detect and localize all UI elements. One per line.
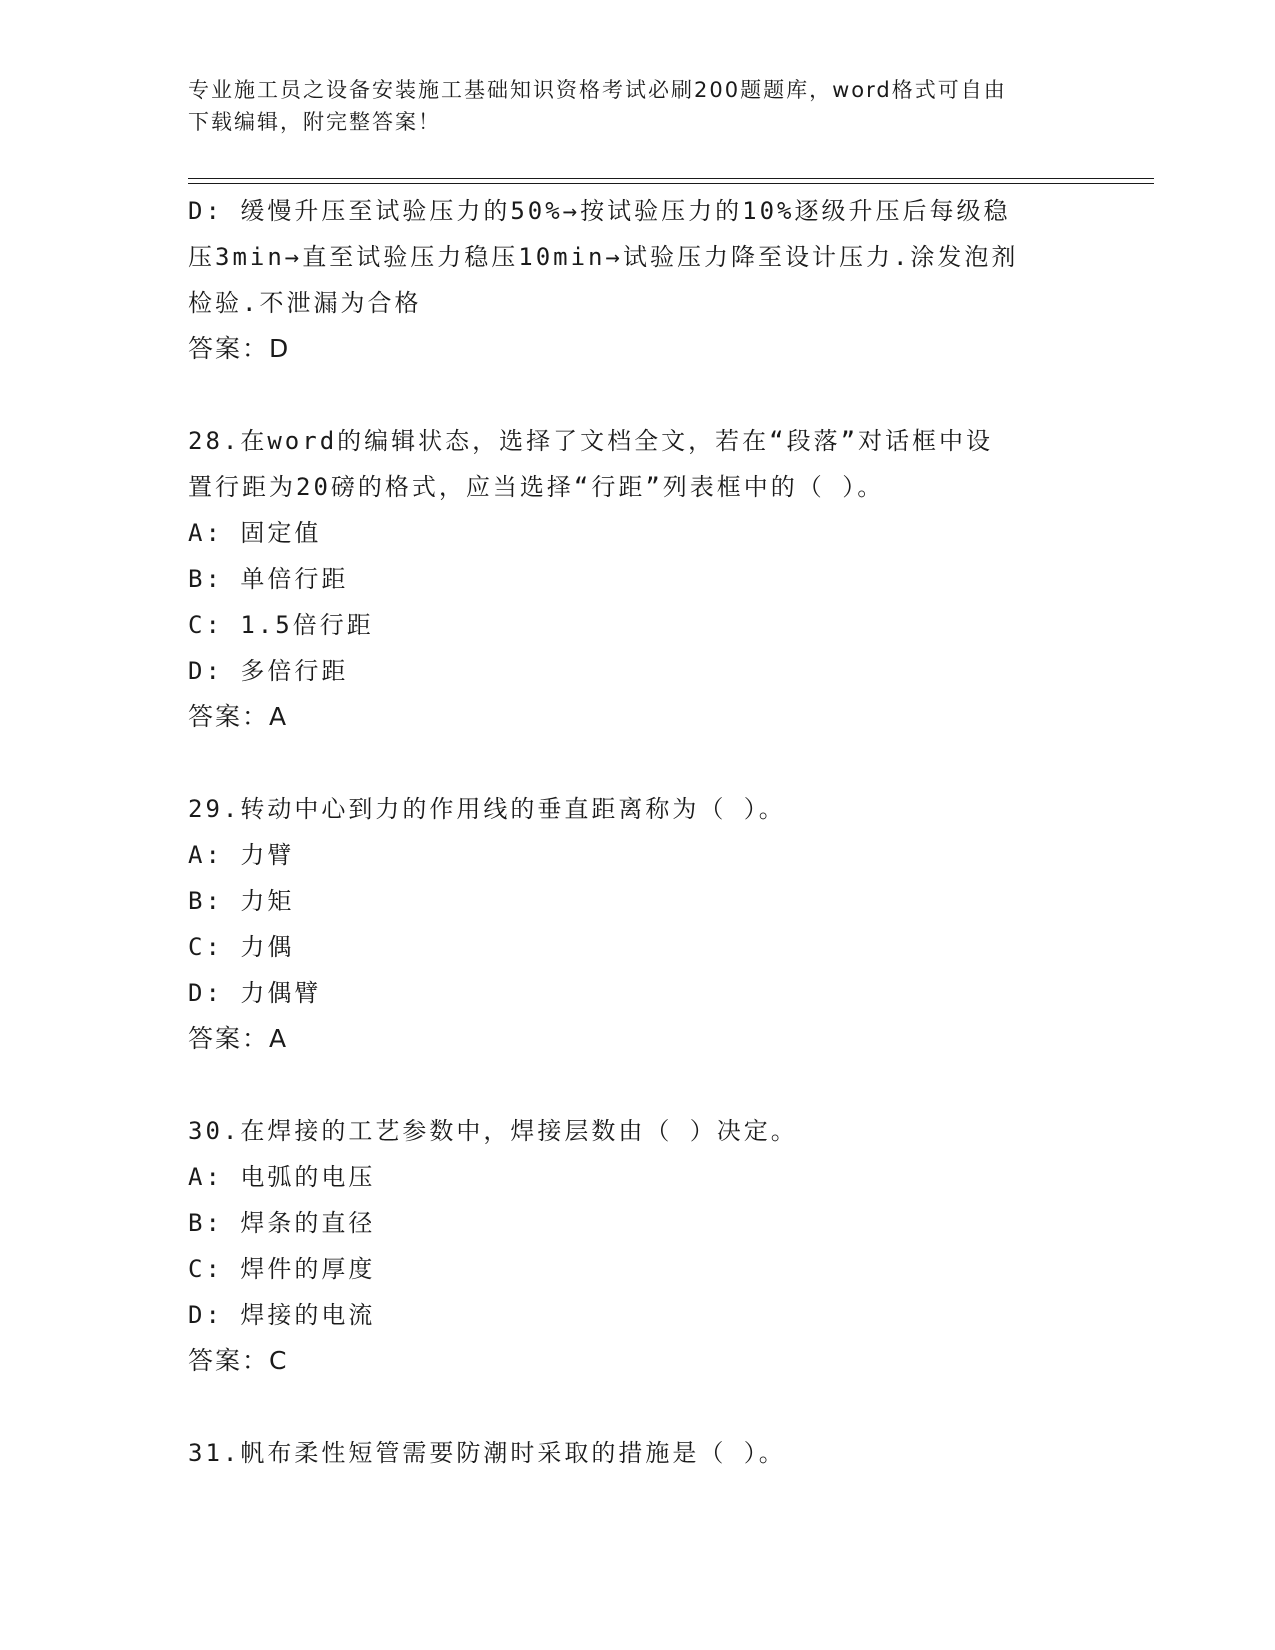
option-a: A: 固定值 bbox=[188, 519, 322, 547]
question-stem: 31.帆布柔性短管需要防潮时采取的措施是（ ）。 bbox=[188, 1439, 786, 1467]
question-29 bbox=[188, 786, 1088, 1062]
answer-line: 答案：A bbox=[188, 1024, 289, 1053]
question-stem-line-1: 28.在word的编辑状态，选择了文档全文，若在“段落”对话框中设 bbox=[188, 427, 994, 455]
header-divider-bottom bbox=[188, 183, 1154, 184]
option-d-line-2: 压3min→直至试验压力稳压10min→试验压力降至设计压力.涂发泡剂 bbox=[188, 243, 1019, 271]
option-d-line-3: 检验.不泄漏为合格 bbox=[188, 289, 422, 317]
header-title-line-1: 专业施工员之设备安装施工基础知识资格考试必刷200题题库，word格式可自由 bbox=[188, 78, 1007, 102]
option-c: C: 焊件的厚度 bbox=[188, 1255, 376, 1283]
option-d: D: 力偶臂 bbox=[188, 979, 322, 1007]
document-header bbox=[188, 74, 1068, 138]
question-31 bbox=[188, 1430, 1088, 1476]
answer-line: 答案：A bbox=[188, 702, 289, 731]
question-list bbox=[188, 188, 1088, 1476]
option-d-line-1: D: 缓慢升压至试验压力的50%→按试验压力的10%逐级升压后每级稳 bbox=[188, 197, 1011, 225]
option-d: D: 焊接的电流 bbox=[188, 1301, 376, 1329]
answer-line: 答案：D bbox=[188, 334, 291, 363]
spacer bbox=[188, 1062, 1088, 1108]
header-title-line-2: 下载编辑，附完整答案！ bbox=[188, 110, 441, 134]
option-a: A: 力臂 bbox=[188, 841, 295, 869]
question-28 bbox=[188, 418, 1088, 740]
spacer bbox=[188, 1384, 1088, 1430]
option-b: B: 焊条的直径 bbox=[188, 1209, 376, 1237]
spacer bbox=[188, 372, 1088, 418]
option-b: B: 力矩 bbox=[188, 887, 295, 915]
option-d: D: 多倍行距 bbox=[188, 657, 349, 685]
question-30 bbox=[188, 1108, 1088, 1384]
option-a: A: 电弧的电压 bbox=[188, 1163, 376, 1191]
option-b: B: 单倍行距 bbox=[188, 565, 349, 593]
spacer bbox=[188, 740, 1088, 786]
question-stem: 29.转动中心到力的作用线的垂直距离称为（ ）。 bbox=[188, 795, 786, 823]
option-c: C: 1.5倍行距 bbox=[188, 611, 374, 639]
question-27 bbox=[188, 188, 1088, 372]
answer-line: 答案：C bbox=[188, 1346, 289, 1375]
question-stem: 30.在焊接的工艺参数中，焊接层数由（ ）决定。 bbox=[188, 1117, 798, 1145]
option-c: C: 力偶 bbox=[188, 933, 295, 961]
header-divider-top bbox=[188, 178, 1154, 179]
question-stem-line-2: 置行距为20磅的格式，应当选择“行距”列表框中的（ ）。 bbox=[188, 473, 885, 501]
